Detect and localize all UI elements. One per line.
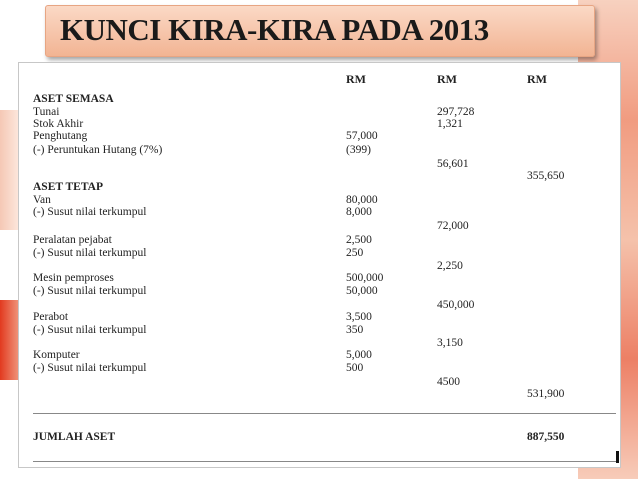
row-label: (-) Susut nilai terkumpul [33, 206, 147, 218]
row-label: (-) Susut nilai terkumpul [33, 362, 147, 374]
row-label: (-) Susut nilai terkumpul [33, 285, 147, 297]
row-label: Stok Akhir [33, 118, 84, 130]
row-value-col1: 350 [346, 324, 364, 336]
title-banner [45, 5, 595, 57]
row-label: Mesin pemproses [33, 272, 114, 284]
total-divider-line [33, 413, 616, 414]
balance-sheet-document [18, 62, 621, 468]
row-value-col2: 450,000 [437, 299, 475, 311]
column-header-2: RM [437, 72, 457, 86]
row-value-col2: 4500 [437, 376, 460, 388]
row-label: (-) Susut nilai terkumpul [33, 324, 147, 336]
row-value-col3: 887,550 [527, 431, 565, 443]
row-label: Penghutang [33, 130, 88, 142]
row-value-col2: 72,000 [437, 220, 469, 232]
row-value-col2: 1,321 [437, 118, 463, 130]
row-value-col1: 5,000 [346, 349, 372, 361]
column-header-3: RM [527, 72, 547, 86]
row-value-col3: 355,650 [527, 170, 565, 182]
row-value-col1: 2,500 [346, 234, 372, 246]
row-value-col1: 80,000 [346, 194, 378, 206]
row-value-col3: 531,900 [527, 388, 565, 400]
bottom-divider-line [33, 461, 616, 462]
row-value-col2: 3,150 [437, 337, 463, 349]
row-label: Perabot [33, 311, 69, 323]
row-value-col1: 500 [346, 362, 364, 374]
column-header-1: RM [346, 72, 366, 86]
row-value-col1: 50,000 [346, 285, 378, 297]
row-value-col1: 8,000 [346, 206, 372, 218]
row-label: (-) Susut nilai terkumpul [33, 247, 147, 259]
row-label: Tunai [33, 106, 60, 118]
row-label: JUMLAH ASET [33, 431, 116, 443]
row-label: Peralatan pejabat [33, 234, 112, 246]
row-label: (-) Peruntukan Hutang (7%) [33, 144, 163, 156]
row-value-col1: 500,000 [346, 272, 384, 284]
row-label: Van [33, 194, 51, 206]
row-value-col1: 250 [346, 247, 364, 259]
row-value-col2: 2,250 [437, 260, 463, 272]
row-value-col1: 57,000 [346, 130, 378, 142]
background-decoration-left-top [0, 110, 20, 230]
row-label: Komputer [33, 349, 80, 361]
row-value-col1: (399) [346, 144, 371, 156]
row-value-col2: 297,728 [437, 106, 475, 118]
slide-title: KUNCI KIRA-KIRA PADA 2013 [60, 12, 489, 47]
row-value-col1: 3,500 [346, 311, 372, 323]
row-label: ASET SEMASA [33, 93, 114, 105]
row-value-col2: 56,601 [437, 158, 469, 170]
row-label: ASET TETAP [33, 181, 103, 193]
corner-mark [616, 451, 619, 463]
